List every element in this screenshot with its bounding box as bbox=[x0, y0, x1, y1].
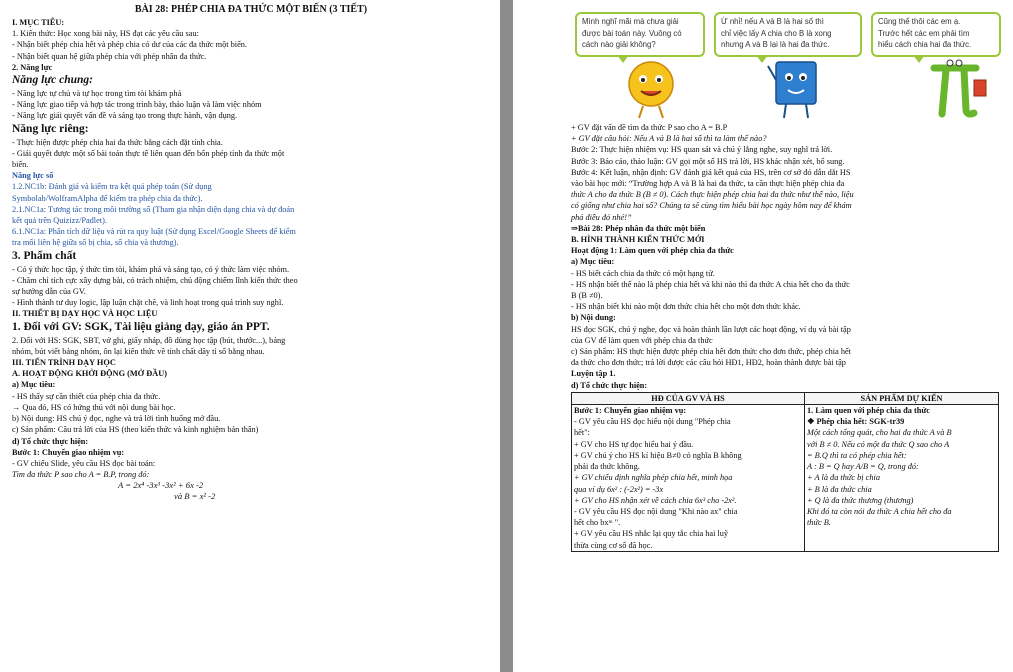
text-line: Symbolab/WolframAlpha để kiểm tra phép chia đa thức). bbox=[12, 193, 203, 203]
pi-character-icon bbox=[926, 58, 990, 120]
illustration-strip bbox=[571, 0, 1003, 122]
text-line: a) Mục tiêu: bbox=[12, 380, 56, 390]
text-line: vào bài học mới: “Trường hợp A và B là hai đa thức, ta cần thực hiện phép chia đa bbox=[571, 179, 845, 189]
text-line: B. HÌNH THÀNH KIẾN THỨC MỚI bbox=[571, 235, 705, 245]
text-line: B (B ≠0). bbox=[571, 291, 603, 301]
activity-table bbox=[571, 392, 999, 552]
text-line: A. HOẠT ĐỘNG KHỞI ĐỘNG (MỞ ĐẦU) bbox=[12, 369, 167, 379]
text-line: - HS nhận biết khi nào một đơn thức chia hết cho một đơn thức khác. bbox=[571, 302, 801, 312]
text-line: + B là đa thức chia bbox=[807, 484, 872, 494]
text-line: 1. Kiến thức: Học xong bài này, HS đạt các yêu cầu sau: bbox=[12, 29, 199, 39]
text-line: c) Sản phẩm: Câu trả lời của HS (theo kiến thức và kinh nghiệm bản thân) bbox=[12, 425, 259, 435]
text-line: + GV đặt câu hỏi: Nếu A và B là hai số thì ta làm thế nào? bbox=[571, 134, 767, 144]
text-line: 2. Năng lực bbox=[12, 62, 53, 72]
table-row bbox=[572, 405, 999, 552]
text-line: 2.1.NC1a: Tương tác trong môi trường số (Tham gia nhận diện dạng chia và dự đoán bbox=[12, 204, 295, 214]
text-line: c) Sản phẩm: HS thực hiện được phép chia hết đơn thức cho đơn thức, phép chia hết bbox=[571, 347, 851, 357]
text-line: thức B. bbox=[807, 518, 831, 528]
text-line: Bước 3: Báo cáo, thảo luận: GV gọi một số HS trả lời, HS khác nhận xét, bổ sung. bbox=[571, 156, 845, 166]
text-line: - HS nhận biết thế nào là phép chia hết và khi nào thì đa thức A chia hết cho đa thức bbox=[571, 279, 850, 289]
text-line: biến. bbox=[12, 160, 29, 170]
left-body bbox=[12, 17, 490, 480]
text-line: - Năng lực giao tiếp và hợp tác trong trình bày, thảo luận và làm việc nhóm bbox=[12, 100, 262, 110]
text-line: thừa cùng cơ số đã học. bbox=[574, 540, 653, 550]
text-line: → Qua đó, HS có hứng thú với nội dung bài học. bbox=[12, 402, 176, 412]
speech-bubble-2: Ừ nhỉ! nếu A và B là hai số thì chỉ việc lấy A chia cho B là xong nhưng A và B lại là hai đa thức. bbox=[714, 12, 862, 57]
text-line: - GV yêu cầu HS đọc nội dung "Khi nào ax" chia bbox=[574, 506, 738, 516]
text-line: hết cho bxᵐ ". bbox=[574, 518, 621, 528]
text-line: Khi đó ta còn nói đa thức A chia hết cho đa bbox=[807, 506, 952, 516]
text-line: II. THIẾT BỊ DẠY HỌC VÀ HỌC LIỆU bbox=[12, 309, 158, 319]
text-line: 3. Phẩm chất bbox=[12, 249, 77, 262]
formula-b: và B = x² -2 bbox=[174, 491, 216, 502]
text-line: - Nhận biết quan hệ giữa phép chia với phép nhân đa thức. bbox=[12, 51, 207, 61]
document-page-left bbox=[0, 0, 500, 672]
table-cell-activities bbox=[572, 405, 805, 552]
text-line: phá điều đó nhé!” bbox=[571, 212, 632, 222]
text-line: d) Tổ chức thực hiện: bbox=[12, 436, 89, 446]
text-line: b) Nội dung: bbox=[571, 313, 616, 323]
text-line: kết quả trên Quizizz/Padlet). bbox=[12, 216, 107, 226]
text-line: d) Tổ chức thực hiện: bbox=[571, 380, 648, 390]
text-line: 1. Đối với GV: SGK, Tài liệu giảng dạy, giáo án PPT. bbox=[12, 320, 270, 333]
text-line: b) Nội dung: HS chú ý đọc, nghe và trả lời tình huống mở đầu. bbox=[12, 414, 221, 424]
table-header-expected-product: SẢN PHẨM DỰ KIẾN bbox=[805, 392, 999, 404]
text-line: 1. Làm quen với phép chia đa thức bbox=[807, 406, 930, 416]
text-line: - Năng lực giải quyết vấn đề và sáng tạo trong thực hành, vận dụng. bbox=[12, 111, 238, 121]
text-line: ⇒Bài 28: Phép nhân đa thức một biến bbox=[571, 223, 706, 233]
text-line: - Hình thành tư duy logic, lập luận chặt chẽ, và linh hoạt trong quá trình suy nghĩ. bbox=[12, 298, 284, 308]
text-line: HS đọc SGK, chú ý nghe, đọc và hoàn thành lần lượt các hoạt động, ví dụ và bài tập bbox=[571, 324, 851, 334]
text-line: - GV yêu cầu HS đọc hiểu nội dung "Phép chia bbox=[574, 417, 731, 427]
text-line: - Năng lực tự chủ và tự học trong tìm tòi khám phá bbox=[12, 89, 182, 99]
text-line: - Thực hiện được phép chia hai đa thức bằng cách đặt tính chia. bbox=[12, 137, 223, 147]
text-line: + GV cho HS nhận xét về cách chia 6x³ cho -2x². bbox=[574, 495, 737, 505]
speech-bubble-1: Mình nghĩ mãi mà chưa giải được bài toán này. Vuông có cách nào giải không? bbox=[575, 12, 705, 57]
text-line: + GV yêu cầu HS nhắc lại quy tắc chia hai luỹ bbox=[574, 529, 729, 539]
text-line: - Có ý thức học tập, ý thức tìm tòi, khám phá và sáng tạo, có ý thức làm việc nhóm. bbox=[12, 264, 290, 274]
text-line: có giống như chia hai số? Chúng ta sẽ cùng tìm hiểu bài học ngày hôm nay để khám bbox=[571, 201, 852, 211]
text-line: - Nhận biết phép chia hết và phép chia có dư của các đa thức một biến. bbox=[12, 40, 247, 50]
text-line: + GV cho HS tự đọc hiểu hai ý đầu. bbox=[574, 439, 694, 449]
text-line: Một cách tổng quát, cho hai đa thức A và B bbox=[807, 428, 952, 438]
text-line: - Chăm chỉ tích cực xây dựng bài, có trách nhiệm, chủ động chiếm lĩnh kiến thức theo bbox=[12, 275, 298, 285]
text-line: a) Mục tiêu: bbox=[571, 257, 615, 267]
text-line: Bước 4: Kết luận, nhận định: GV đánh giá kết quả của HS, trên cơ sở đó dẫn dắt HS bbox=[571, 167, 851, 177]
text-line: - Giải quyết được một số bài toán thực tế liên quan đến bốn phép tính đa thức một bbox=[12, 148, 285, 158]
text-line: - HS thấy sự cần thiết của phép chia đa thức. bbox=[12, 391, 161, 401]
text-line: I. MỤC TIÊU: bbox=[12, 18, 65, 27]
text-line: 2. Đối với HS: SGK, SBT, vở ghi, giấy nháp, đồ dùng học tập (bút, thước...), bảng bbox=[12, 335, 286, 345]
text-line: Luyện tập 1. bbox=[571, 369, 616, 379]
text-line: tra mối liên hệ giữa số bị chia, số chia và thương). bbox=[12, 238, 179, 248]
text-line: + GV đặt vấn đề tìm đa thức P sao cho A = B.P bbox=[571, 123, 728, 132]
text-line: ❖ Phép chia hết: SGK-tr39 bbox=[807, 417, 905, 427]
text-line: đa thức cho đơn thức; trả lời được các câu hỏi HĐ1, HĐ2, hoàn thành được bài tập bbox=[571, 358, 846, 368]
right-body bbox=[571, 122, 1003, 391]
text-line: với B ≠ 0. Nếu có một đa thức Q sao cho A bbox=[807, 439, 950, 449]
text-line: III. TIẾN TRÌNH DẠY HỌC bbox=[12, 358, 116, 368]
text-line: + A là đa thức bị chia bbox=[807, 473, 880, 483]
table-header-teacher-student: HĐ CỦA GV VÀ HS bbox=[572, 392, 805, 404]
text-line: Năng lực số bbox=[12, 171, 54, 181]
text-line: + Q là đa thức thương (thương) bbox=[807, 495, 914, 505]
square-character-icon bbox=[766, 58, 826, 120]
text-line: Hoạt động 1: Làm quen với phép chia đa thức bbox=[571, 246, 734, 256]
text-line: sự hướng dẫn của GV. bbox=[12, 287, 86, 297]
text-line: 1.2.NC1b: Đánh giá và kiểm tra kết quả phép toán (Sử dụng bbox=[12, 182, 212, 192]
text-line: qua ví dụ 6x² : (-2x²) = -3x bbox=[574, 484, 664, 494]
lesson-title: BÀI 28: PHÉP CHIA ĐA THỨC MỘT BIẾN (3 TIẾT) bbox=[134, 4, 368, 15]
text-line: thức A cho đa thức B (B ≠ 0). Cách thực hiện phép chia hai đa thức như thế nào, liệu bbox=[571, 190, 854, 200]
document-page-right bbox=[513, 0, 1013, 672]
formula-a: A = 2x⁴ -3x³ -3x² + 6x -2 bbox=[118, 480, 204, 491]
text-line: Bước 1: Chuyển giao nhiệm vụ: bbox=[574, 406, 687, 416]
text-line: Năng lực riêng: bbox=[12, 122, 89, 135]
text-line: nhóm, bút viết bảng nhóm, ôn lại kiến thức về tính chất dãy tỉ số bằng nhau. bbox=[12, 346, 265, 356]
text-line: phải đa thức không. bbox=[574, 462, 640, 472]
speech-bubble-3: Cũng thế thôi các em ạ. Trước hết các em phải tìm hiểu cách chia hai đa thức. bbox=[871, 12, 1001, 57]
table-cell-products bbox=[805, 405, 999, 552]
text-line: A : B = Q hay A/B = Q, trong đó: bbox=[807, 462, 919, 472]
text-line: Năng lực chung: bbox=[12, 74, 94, 87]
text-line: của GV để làm quen với phép chia đa thức bbox=[571, 335, 713, 345]
text-line: = B.Q thì ta có phép chia hết: bbox=[807, 450, 907, 460]
text-line: Bước 1: Chuyển giao nhiệm vụ: bbox=[12, 447, 125, 457]
text-line: - GV chiếu Slide, yêu cầu HS đọc bài toán: bbox=[12, 458, 156, 468]
text-line: Bước 2: Thực hiện nhiệm vụ: HS quan sát và chú ý lắng nghe, suy nghĩ trả lời. bbox=[571, 145, 833, 155]
circle-character-icon bbox=[621, 58, 681, 120]
text-line: - HS biết cách chia đa thức có một hạng tử. bbox=[571, 268, 715, 278]
text-line: Tìm đa thức P sao cho A = B.P, trong đó: bbox=[12, 470, 150, 480]
text-line: 6.1.NC1a: Phân tích dữ liệu và rút ra quy luật (Sử dụng Excel/Google Sheets để kiểm bbox=[12, 227, 296, 237]
text-line: hết": bbox=[574, 428, 590, 438]
text-line: + GV chiếu định nghĩa phép chia hết, minh họa bbox=[574, 473, 733, 483]
text-line: + GV chú ý cho HS kí hiệu B≠0 có nghĩa B không bbox=[574, 450, 742, 460]
